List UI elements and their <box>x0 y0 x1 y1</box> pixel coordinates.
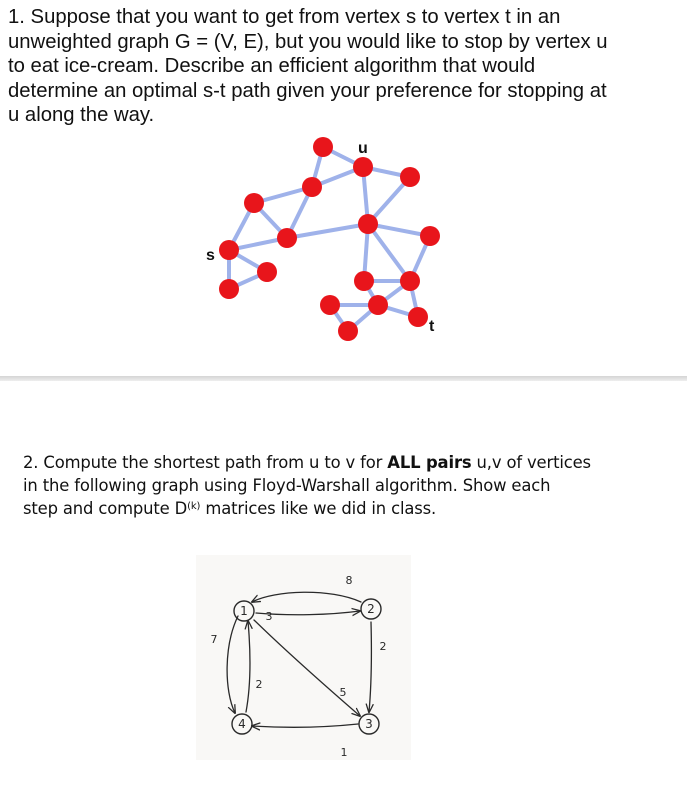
graph-vertex <box>302 177 322 197</box>
graph-vertex-s <box>219 240 239 260</box>
graph-vertex <box>354 271 374 291</box>
unweighted-graph-figure <box>195 128 455 353</box>
graph-vertex <box>257 262 277 282</box>
question-1-line: determine an optimal s-t path given your preference for stopping at <box>8 79 607 102</box>
question-1-line: unweighted graph G = (V, E), but you would like to stop by vertex u <box>8 30 608 53</box>
question-2-line <box>23 452 663 475</box>
edge-weight: 3 <box>265 610 273 623</box>
question-1-line: u along the way. <box>8 104 155 127</box>
graph-vertex <box>420 226 440 246</box>
graph-vertex <box>244 193 264 213</box>
graph-vertex <box>400 271 420 291</box>
question-2-line-1: 2. Compute the shortest path from u to v for <box>23 453 388 472</box>
question-1-line: to eat ice-cream. Describe an efficient algorithm that would <box>8 55 536 78</box>
graph-vertex <box>358 214 378 234</box>
edge-weight: 2 <box>379 640 387 653</box>
question-2-line <box>23 498 663 521</box>
edge-weight: 5 <box>339 686 347 699</box>
question-2-line-3-end: matrices like we did in class. <box>200 498 437 518</box>
question-2-text <box>23 452 663 520</box>
question-2-line-2: in the following graph using Floyd-Warshall algorithm. Show each <box>23 475 551 495</box>
question-1-line: 1. Suppose that you want to get from vertex s to vertex t in an <box>8 6 561 28</box>
graph-vertex <box>338 321 358 341</box>
graph-vertices <box>219 137 440 341</box>
figure-background <box>196 555 411 760</box>
edge-weight: 8 <box>345 574 353 587</box>
graph-vertex-u <box>353 157 373 177</box>
question-2-bold: ALL pairs <box>387 453 472 472</box>
graph-vertex <box>277 228 297 248</box>
edge-weight: 7 <box>210 633 218 646</box>
question-2-line-1-end: u,v of vertices <box>471 453 591 472</box>
graph-vertex <box>368 295 388 315</box>
weighted-digraph-figure <box>196 555 411 760</box>
node-label: 1 <box>240 604 248 618</box>
node-label: 2 <box>367 602 375 616</box>
graph-vertex <box>400 167 420 187</box>
edge-weight: 2 <box>255 678 263 691</box>
vertex-label-s: s <box>206 247 215 264</box>
graph-vertex <box>313 137 333 157</box>
question-1-text <box>8 5 680 128</box>
node-label: 4 <box>238 717 246 731</box>
graph-vertex <box>219 279 239 299</box>
graph-vertex-t <box>408 307 428 327</box>
vertex-label-u: u <box>358 140 368 157</box>
edge-weight: 1 <box>340 746 348 759</box>
graph-edge <box>287 224 368 238</box>
question-2-superscript: (k) <box>187 500 201 512</box>
vertex-label-t: t <box>429 318 435 335</box>
section-divider <box>0 376 687 381</box>
node-label: 3 <box>365 717 373 731</box>
graph-vertex <box>320 295 340 315</box>
question-2-line-3: step and compute D <box>23 498 188 518</box>
